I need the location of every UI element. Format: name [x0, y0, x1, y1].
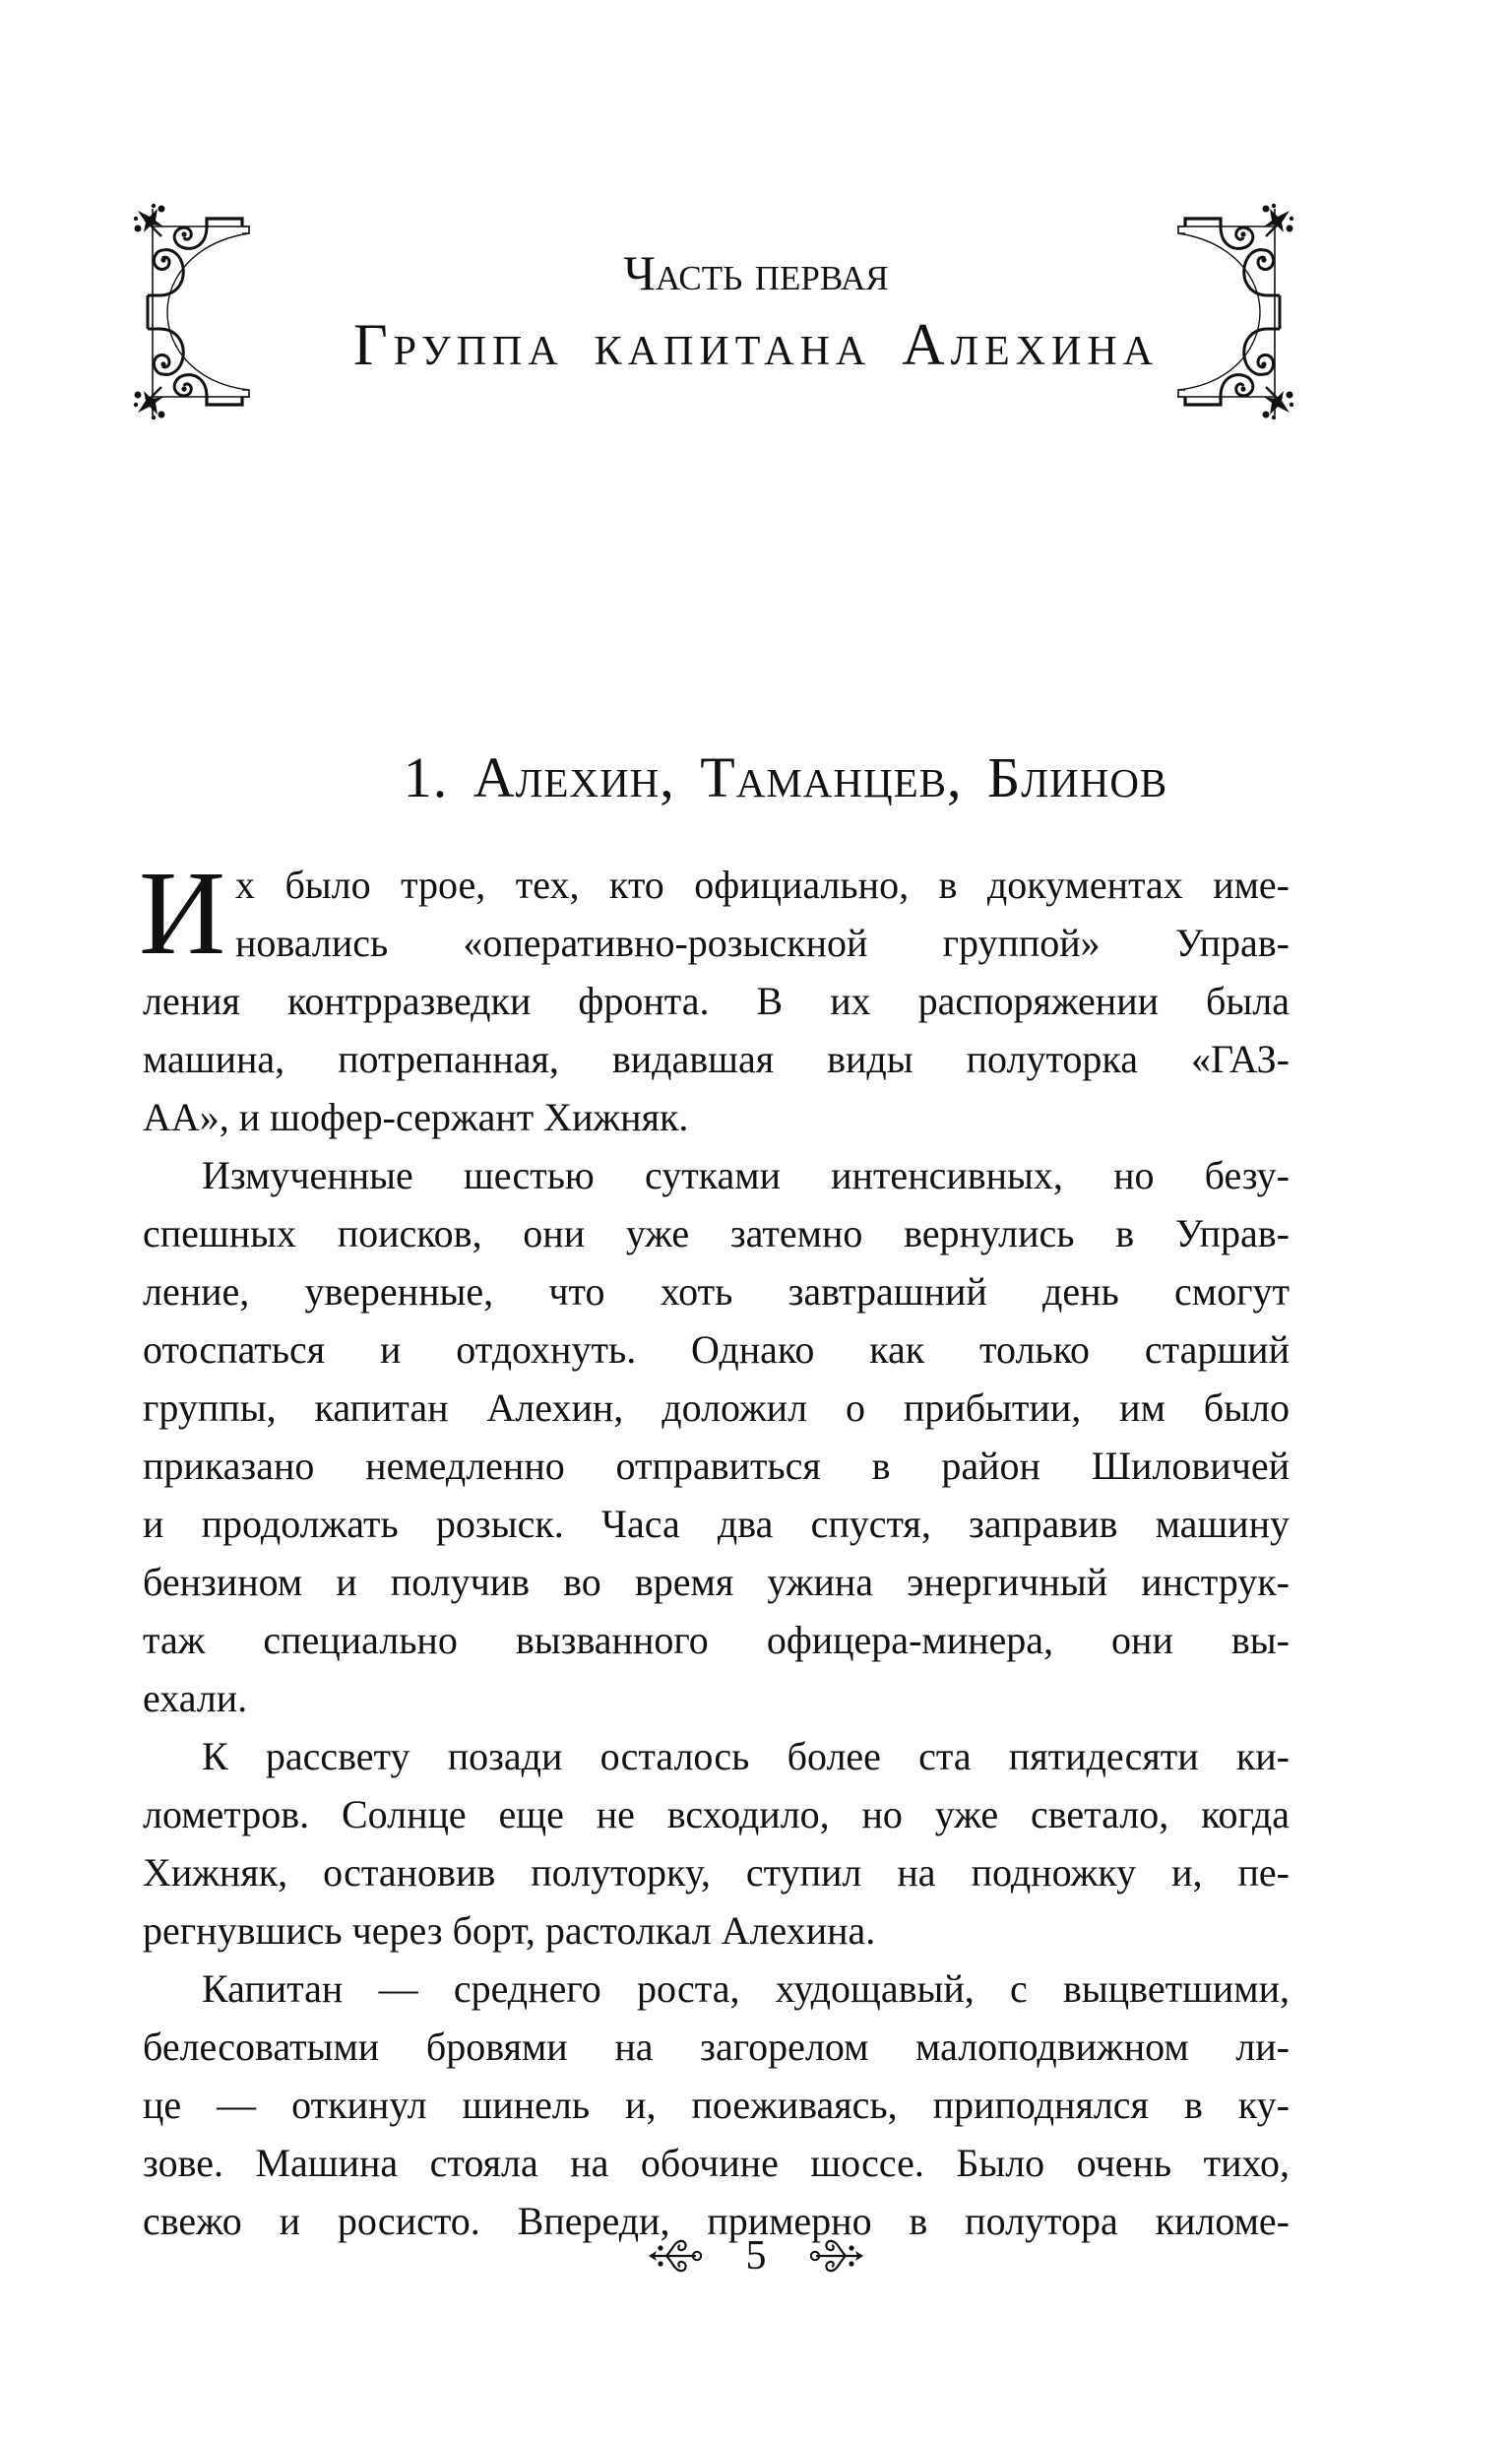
text-line: и продолжать розыск. Часа два спустя, заправив машину	[143, 1502, 1290, 1546]
paragraph	[139, 847, 1290, 1146]
text-line: це — откинул шинель и, поеживаясь, приподнялся в ку-	[143, 2083, 1290, 2127]
right-fleuron-icon	[810, 2236, 865, 2276]
text-line: лометров. Солнце еще не всходило, но уже светало, когда	[143, 1792, 1290, 1836]
part-label: Часть первая	[623, 245, 889, 300]
text-line: х было трое, тех, кто официально, в документах име-	[235, 863, 1290, 907]
text-line: белесоватыми бровями на загорелом малоподвижном ли-	[143, 2025, 1290, 2069]
text-line: Капитан — среднего роста, худощавый, с выцветшими,	[202, 1966, 1290, 2011]
text-line: машина, потрепанная, видавшая виды полуторка «ГАЗ-	[143, 1037, 1290, 1081]
text-line: Измученные шестью сутками интенсивных, но безу-	[202, 1153, 1290, 1197]
text-line: ление, уверенные, что хоть завтрашний день смогут	[143, 1269, 1290, 1314]
page-number: 5	[745, 2233, 767, 2279]
right-corner-bracket-icon	[1171, 197, 1299, 423]
paragraph	[143, 1727, 1290, 1960]
text-line: зове. Машина стояла на обочине шоссе. Было очень тихо,	[143, 2141, 1290, 2185]
drop-cap: И	[139, 847, 226, 980]
text-line: свежо и росисто. Впереди, примерно в полутора киломе-	[143, 2199, 1290, 2243]
text-line: К рассвету позади осталось более ста пятидесяти ки-	[202, 1734, 1290, 1778]
text-line: Хижняк, остановив полуторку, ступил на подножку и, пе-	[143, 1850, 1290, 1895]
paragraph	[143, 1960, 1290, 2250]
text-line: регнувшись через борт, растолкал Алехина.	[143, 1908, 876, 1953]
text-line: отоспаться и отдохнуть. Однако как только старший	[143, 1327, 1290, 1372]
text-line: спешных поисков, они уже затемно вернулись в Управ-	[143, 1211, 1290, 1255]
paragraph	[143, 1146, 1290, 1727]
left-corner-bracket-icon	[128, 197, 256, 423]
text-line: бензином и получив во время ужина энергичный инструк-	[143, 1560, 1290, 1604]
text-line: таж специально вызванного офицера-минера, они вы-	[143, 1618, 1290, 1662]
text-line: приказано немедленно отправиться в район Шиловичей	[143, 1444, 1290, 1488]
left-fleuron-icon	[647, 2236, 702, 2276]
text-line: ехали.	[143, 1676, 248, 1720]
text-line: ления контрразведки фронта. В их распоряжении была	[143, 979, 1290, 1023]
part-title: Группа капитана Алехина	[352, 312, 1160, 377]
page-footer	[0, 2231, 1512, 2281]
text-line: АА», и шофер-сержант Хижняк.	[143, 1095, 689, 1139]
text-line: новались «оперативно-розыскной группой» Управ-	[235, 921, 1290, 965]
body-text	[139, 847, 1290, 2250]
text-line: группы, капитан Алехин, доложил о прибытии, им было	[143, 1385, 1290, 1430]
chapter-title: 1. Алехин, Таманцев, Блинов	[403, 745, 1168, 809]
